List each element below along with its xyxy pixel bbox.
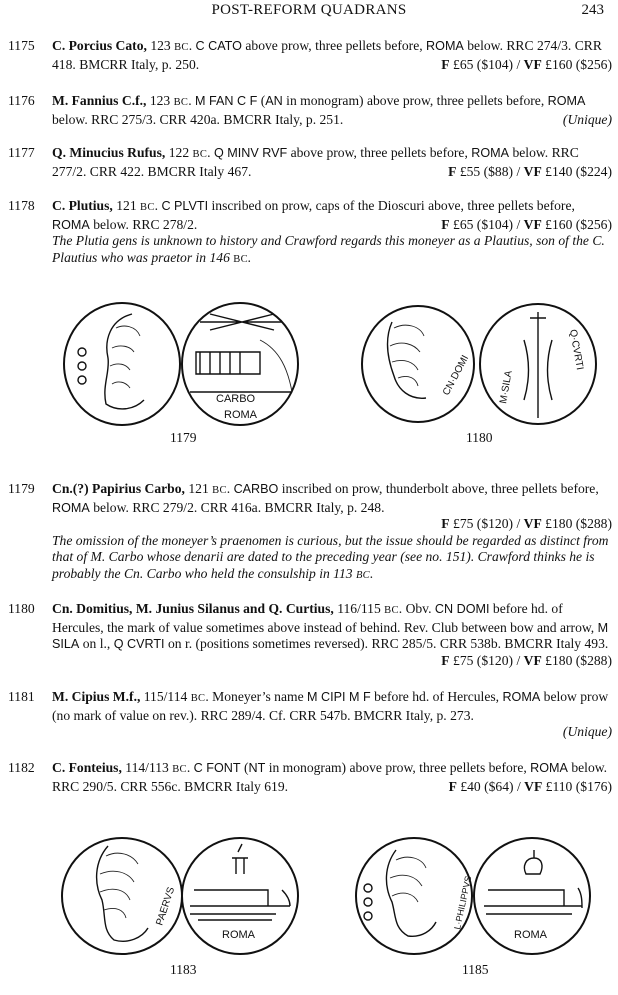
page-number: 243 [581,2,604,18]
price: F £65 ($104) / VF £160 ($256) [441,56,612,72]
coin-plate-1179 [60,300,310,433]
era: BC [140,202,155,213]
catalogue-entry [8,689,612,741]
text: above prow, three pellets before, [290,145,468,160]
entry-date: 121 [116,198,137,213]
obv-label: PAERVS [154,885,178,927]
running-header [0,2,618,20]
text: in monogram) above prow, three pellets before, [286,93,545,108]
moneyer-name: M. Fannius C.f., [52,93,147,108]
text: . [226,481,231,496]
price: F £75 ($120) / VF £180 ($288) [441,652,612,668]
text: . [186,760,191,775]
entry-date: 114/113 [125,760,169,775]
coin-plate-1180 [354,300,604,433]
coin-legend: C FONT [193,761,241,775]
rev-label: Q·CVRTI [567,328,585,371]
coin-plate-1185 [350,830,600,963]
entry-number: 1175 [8,38,35,53]
moneyer-name: Cn. Domitius, M. Junius Silanus and Q. Curtius, [52,601,334,616]
coin-legend: M SILA [52,620,609,652]
price: F £40 ($64) / VF £110 ($176) [448,778,612,794]
moneyer-name: C. Plutius, [52,198,113,213]
entry-number: 1176 [8,93,35,108]
rev-label: ROMA [514,929,547,941]
coin-legend: AN [265,94,283,108]
catalogue-entry [8,601,612,669]
coin-legend: Q CVRTI [113,637,165,652]
moneyer-name: M. Cipius M.f., [52,689,141,704]
plate-caption: 1179 [170,430,197,445]
obv-label: L·PHILIPPVS [452,874,474,931]
text: below. RRC 290/5. CRR 556c. BMCRR Italy 619. [52,760,608,794]
entry-date: 122 [168,145,190,160]
era: BC [173,97,189,108]
entry-note: The omission of the moneyer’s praenomen is curious, but the issue should be regarded as distinct from that of M. Carbo whose denarii are dated to the preceding year (see no. 151). Crawford thinks he is probably the Cn. Carbo who held the consulship in 113 BC. [52,532,609,581]
coin-legend: ROMA [52,500,90,515]
coin-legend: ROMA [52,217,90,232]
text: below. RRC 275/3. CRR 420a. BMCRR Italy, p. 251. [52,111,344,127]
text: . Obv. [398,601,432,616]
entry-number: 1180 [8,601,35,616]
moneyer-name: C. Porcius Cato, [52,38,147,53]
coin-legend: M CIPI M F [307,690,371,704]
catalogue-entry [8,145,612,180]
rarity: (Unique) [562,724,612,740]
text: inscribed on prow, thunderbolt above, three pellets before, [281,481,599,496]
coin-legend: ROMA [426,39,464,53]
era: BC [384,605,399,616]
entry-date: 123 [149,93,171,108]
coin-legend: C PLVTI [161,199,209,213]
rev-label: ROMA [224,409,257,421]
coin-plate-1183 [58,830,308,963]
text: . [207,145,211,160]
era: BC [192,149,208,160]
text: below prow (no mark of value on rev.). RRC 289/4. Cf. CRR 547b. BMCRR Italy, p. 273. [52,689,609,723]
text: inscribed on prow, caps of the Dioscuri above, three pellets before, [211,198,575,213]
plate-caption: 1185 [462,962,489,977]
era: BC [190,693,206,704]
moneyer-name: Q. Minucius Rufus, [52,145,166,160]
catalogue-entry [8,481,612,585]
price: F £65 ($104) / VF £160 ($256) [441,216,612,232]
entry-date: 116/115 [337,601,381,616]
rev-label: ROMA [222,929,255,941]
text: . [154,198,159,213]
entry-number: 1177 [8,145,35,160]
moneyer-name: C. Fonteius, [52,760,122,775]
running-title: POST-REFORM QUADRANS [211,2,407,18]
text: above prow, three pellets before, [245,38,423,53]
plate-caption: 1180 [466,430,493,445]
coin-legend: M FAN C F [195,94,258,108]
text: ( [260,93,266,108]
entry-number: 1178 [8,198,35,213]
catalogue-entry [8,760,612,795]
text: on l., [82,636,111,652]
rev-label: CARBO [216,393,256,405]
text: . [188,93,192,108]
coin-legend: CARBO [233,482,279,496]
entry-date: 123 [150,38,171,53]
entry-number: 1179 [8,481,35,496]
moneyer-name: Cn.(?) Papirius Carbo, [52,481,185,496]
entry-date: 115/114 [143,689,188,704]
rarity: (Unique) [562,111,612,127]
text: ( [243,760,249,775]
era: BC [172,764,187,775]
catalogue-entry [8,93,612,128]
entry-number: 1181 [8,689,35,704]
text: in monogram) above prow, three pellets before, [268,760,527,775]
text: below. RRC 278/2. [93,216,198,232]
entry-number: 1182 [8,760,35,775]
price: F £75 ($120) / VF £180 ($288) [441,516,612,532]
plate-caption: 1183 [170,962,197,977]
text: below. RRC 277/2. CRR 422. BMCRR Italy 467. [52,145,579,179]
text: before hd. of Hercules, the mark of value sometimes above instead of behind. Rev. Club between bow and arrow, [52,601,595,635]
text: . Moneyer’s name [205,689,304,704]
text: below. RRC 274/3. CRR 418. BMCRR Italy, p. 250. [52,38,602,72]
price: F £55 ($88) / VF £140 ($224) [448,163,612,179]
coin-legend: NT [248,761,266,775]
coin-legend: C CATO [195,39,242,53]
era: BC [174,42,189,53]
entry-note: The Plutia gens is unknown to history and Crawford regards this moneyer as a Plautius, son of the C. Plautius who was praetor in 146 BC. [52,233,605,265]
catalogue-entry [8,38,612,73]
entry-date: 121 [188,481,209,496]
catalogue-entry [8,198,612,268]
rev-label: M·SILA [498,369,515,405]
coin-legend: Q MINV RVF [213,146,288,160]
coin-legend: ROMA [502,690,541,704]
obv-label: CN·DOMI [440,353,472,398]
coin-legend: CN DOMI [434,602,490,616]
coin-legend: ROMA [547,94,586,108]
text: . [188,38,193,53]
text: on r. (positions sometimes reversed). RRC 285/5. CRR 538b. BMCRR Italy 493. [167,636,609,652]
text: before hd. of Hercules, [374,689,500,704]
coin-legend: ROMA [471,146,510,160]
text: below. RRC 279/2. CRR 416a. BMCRR Italy, p. 248. [93,499,385,515]
era: BC [212,485,227,496]
coin-legend: ROMA [530,761,568,775]
